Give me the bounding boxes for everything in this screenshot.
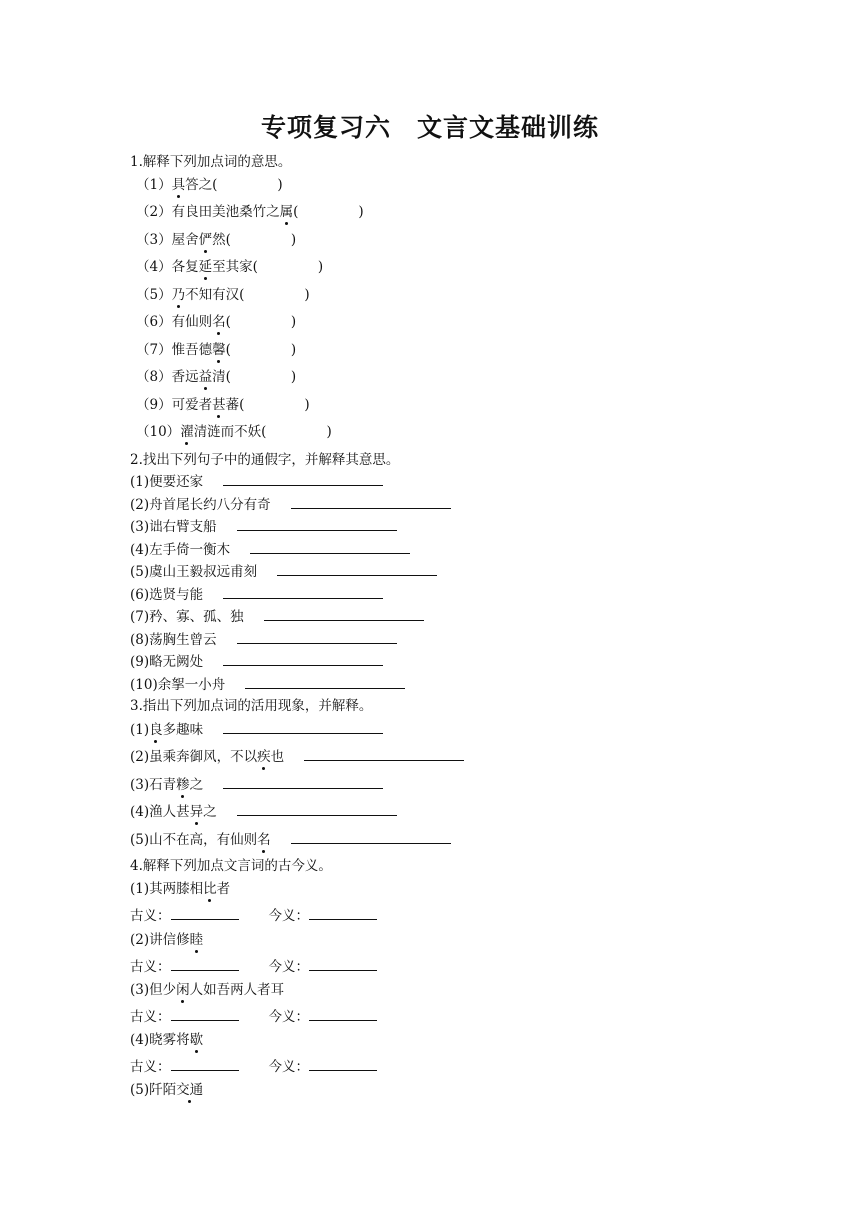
item-number: （4） (136, 259, 172, 275)
answer-line (291, 507, 451, 509)
answer-line (237, 529, 397, 531)
q2-item (130, 473, 383, 491)
jin-answer-line (309, 1019, 377, 1021)
jin-label: 今义： (268, 1009, 309, 1025)
answer-line (223, 484, 383, 486)
item-text: (5)阡陌 (130, 1082, 177, 1098)
answer-line (277, 574, 437, 576)
close-paren: ) (304, 287, 310, 303)
item-text: 香远 (171, 369, 199, 385)
q2-heading: 2.找出下列句子中的通假字，并解释其意思。 (130, 452, 400, 468)
item-text: 也 (270, 749, 285, 765)
dotted-word: 疾 (257, 749, 271, 765)
q3-item (130, 721, 383, 739)
q4-answer-row (130, 1058, 377, 1076)
q4-item (130, 1081, 203, 1099)
item-number: （5） (136, 287, 172, 303)
dotted-word: 俨 (198, 232, 213, 248)
q1-item (136, 176, 283, 194)
close-paren: ) (304, 397, 310, 413)
dotted-word: 名 (212, 314, 226, 330)
item-text: (5)虞山王毅叔远甫刻 (130, 564, 258, 580)
item-text: (5)山不在高，有仙则 (130, 832, 258, 848)
answer-line (250, 552, 410, 554)
item-number: （7） (136, 342, 172, 358)
gu-answer-line (171, 1019, 239, 1021)
dotted-word: 馨 (212, 342, 226, 358)
item-text: 各复 (171, 259, 199, 275)
item-number: （10） (136, 424, 181, 440)
gu-label: 古义： (130, 959, 171, 975)
item-text: 多趣味 (162, 722, 204, 738)
answer-line (223, 787, 383, 789)
item-text: 之 (189, 777, 204, 793)
dotted-word: 属 (279, 204, 294, 220)
q3-item (130, 748, 464, 766)
item-number: （6） (136, 314, 172, 330)
q2-item (130, 608, 424, 626)
close-paren: ) (290, 369, 297, 385)
jin-label: 今义： (268, 959, 309, 975)
item-text: 可爱者 (171, 397, 213, 413)
item-number: （8） (136, 369, 172, 385)
q1-item (136, 423, 332, 441)
item-text: (9)略无阙处 (130, 654, 204, 670)
item-number: （1） (136, 177, 172, 193)
q4-item (130, 981, 284, 999)
item-text: 有仙则 (171, 314, 213, 330)
item-text: ( (225, 342, 231, 358)
q4-answer-row (130, 958, 377, 976)
dotted-word: 濯 (180, 424, 194, 440)
gu-answer-line (171, 969, 239, 971)
item-text: (2)虽乘奔御风，不以 (130, 749, 258, 765)
dotted-word: 异 (189, 804, 204, 820)
item-number: （3） (136, 232, 172, 248)
close-paren: ) (277, 177, 283, 193)
q2-item (130, 496, 451, 514)
item-number: （9） (136, 397, 172, 413)
q1-item (136, 286, 310, 304)
item-text: (7)矜、寡、孤、独 (130, 609, 244, 625)
dotted-word: 延 (198, 259, 213, 275)
jin-label: 今义： (268, 1059, 309, 1075)
close-paren: ) (326, 424, 332, 440)
dotted-word: 名 (257, 832, 271, 848)
answer-line (237, 642, 397, 644)
gu-answer-line (171, 918, 239, 920)
dotted-word: 乃 (171, 287, 186, 303)
item-text: 有良田美池桑竹之 (171, 204, 280, 220)
q1-item (136, 231, 296, 249)
q2-item (130, 653, 383, 671)
item-text: (2)讲信修 (130, 932, 190, 948)
item-text: (6)选贤与能 (130, 587, 204, 603)
dotted-word: 交通 (176, 1082, 204, 1098)
answer-line (245, 687, 405, 689)
answer-line (223, 664, 383, 666)
gu-answer-line (171, 1069, 239, 1071)
dotted-word: 良 (149, 722, 163, 738)
q4-item (130, 1031, 203, 1049)
q2-item (130, 676, 405, 694)
q3-item (130, 776, 383, 794)
q1-item (136, 313, 296, 331)
q1-item (136, 341, 296, 359)
item-number: （2） (136, 204, 172, 220)
dotted-word: 闲 (176, 982, 190, 998)
item-text: (10)余挐一小舟 (130, 677, 226, 693)
q2-item (130, 541, 410, 559)
close-paren: ) (317, 259, 324, 275)
item-text: (3)诎右臂支船 (130, 519, 217, 535)
jin-answer-line (309, 918, 377, 920)
q4-answer-row (130, 1008, 377, 1026)
item-text: (3)但少 (130, 982, 177, 998)
item-text: 惟吾德 (171, 342, 213, 358)
close-paren: ) (358, 204, 364, 220)
jin-answer-line (309, 1069, 377, 1071)
item-text: (1) (130, 722, 150, 738)
q4-answer-row (130, 907, 377, 925)
answer-line (264, 619, 424, 621)
close-paren: ) (290, 314, 297, 330)
q4-item (130, 880, 230, 898)
q2-item (130, 631, 397, 649)
item-text: (3)石青 (130, 777, 177, 793)
item-text: (4)晓雾将 (130, 1032, 190, 1048)
q3-heading: 3.指出下列加点词的活用现象，并解释。 (130, 698, 373, 714)
gu-label: 古义： (130, 908, 171, 924)
dotted-word: 比 (203, 881, 217, 897)
item-text: (4)渔人甚 (130, 804, 190, 820)
q3-item (130, 831, 451, 849)
item-text: (1)便要还家 (130, 474, 204, 490)
item-text: 人如吾两人者耳 (189, 982, 285, 998)
q2-item (130, 518, 397, 536)
q1-item (136, 258, 323, 276)
dotted-word: 益 (198, 369, 213, 385)
q3-item (130, 803, 397, 821)
item-text: 清( (212, 369, 231, 385)
dotted-word: 歇 (189, 1032, 204, 1048)
q4-heading: 4.解释下列加点文言词的古今义。 (130, 858, 332, 874)
answer-line (223, 597, 383, 599)
close-paren: ) (290, 342, 297, 358)
close-paren: ) (290, 232, 297, 248)
jin-label: 今义： (268, 908, 309, 924)
page-title: 专项复习六 文言文基础训练 (260, 113, 599, 142)
item-text: (1)其两膝相 (130, 881, 204, 897)
answer-line (304, 759, 464, 761)
item-text: 不知有汉( (185, 287, 245, 303)
item-text: (2)舟首尾长约八分有奇 (130, 497, 271, 513)
gu-label: 古义： (130, 1059, 171, 1075)
q1-heading: 1.解释下列加点词的意思。 (130, 154, 292, 170)
dotted-word: 糁 (176, 777, 190, 793)
item-text: (8)荡胸生曾云 (130, 632, 217, 648)
item-text: ( (293, 204, 299, 220)
gu-label: 古义： (130, 1009, 171, 1025)
item-text: 答之( (185, 177, 218, 193)
answer-line (237, 814, 397, 816)
item-text: 屋舍 (171, 232, 199, 248)
answer-line (223, 732, 383, 734)
item-text: (4)左手倚一衡木 (130, 542, 231, 558)
dotted-word: 甚 (212, 397, 226, 413)
q1-item (136, 368, 296, 386)
dotted-word: 具 (171, 177, 186, 193)
q2-item (130, 586, 383, 604)
item-text: 然( (212, 232, 231, 248)
dotted-word: 睦 (189, 932, 204, 948)
item-text: 者 (216, 881, 231, 897)
jin-answer-line (309, 969, 377, 971)
item-text: 至其家( (212, 259, 258, 275)
q2-item (130, 563, 437, 581)
answer-line (291, 842, 451, 844)
q1-item (136, 203, 364, 221)
item-text: 之 (203, 804, 217, 820)
item-text: 蕃( (225, 397, 245, 413)
q4-item (130, 931, 203, 949)
item-text: ( (225, 314, 231, 330)
item-text: 清涟而不妖( (193, 424, 267, 440)
q1-item (136, 396, 310, 414)
